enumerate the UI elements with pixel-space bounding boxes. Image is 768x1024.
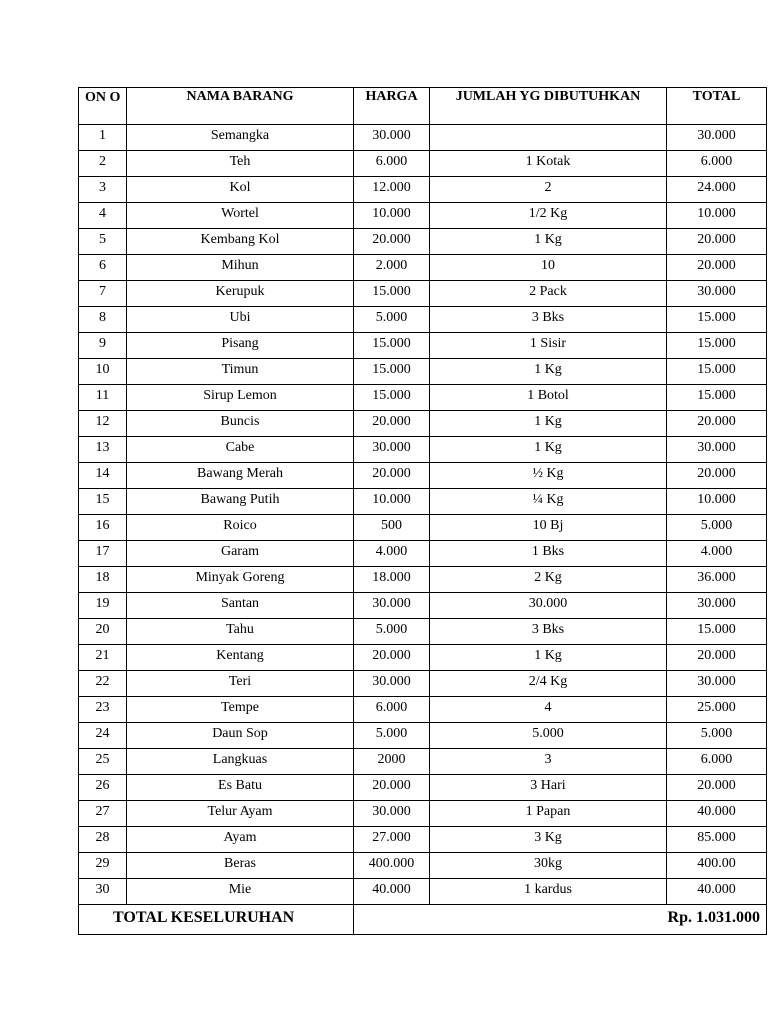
row-nama-barang: Mie xyxy=(127,879,354,905)
row-no: 11 xyxy=(79,385,127,411)
row-harga: 20.000 xyxy=(354,645,430,671)
row-harga: 30.000 xyxy=(354,125,430,151)
row-total: 10.000 xyxy=(667,203,767,229)
grand-total-value: Rp. 1.031.000 xyxy=(354,905,767,935)
row-nama-barang: Kerupuk xyxy=(127,281,354,307)
row-total: 85.000 xyxy=(667,827,767,853)
table-row xyxy=(79,359,767,385)
table-row xyxy=(79,281,767,307)
row-total: 36.000 xyxy=(667,567,767,593)
table-row xyxy=(79,541,767,567)
row-no: 3 xyxy=(79,177,127,203)
row-harga: 5.000 xyxy=(354,307,430,333)
table-row xyxy=(79,151,767,177)
row-harga: 15.000 xyxy=(354,359,430,385)
row-nama-barang: Pisang xyxy=(127,333,354,359)
row-jumlah xyxy=(430,125,667,151)
table-row xyxy=(79,515,767,541)
row-total: 25.000 xyxy=(667,697,767,723)
row-no: 20 xyxy=(79,619,127,645)
row-harga: 30.000 xyxy=(354,801,430,827)
row-harga: 2.000 xyxy=(354,255,430,281)
shopping-list-table xyxy=(78,87,767,935)
row-total: 4.000 xyxy=(667,541,767,567)
table-row xyxy=(79,801,767,827)
row-nama-barang: Daun Sop xyxy=(127,723,354,749)
table-row xyxy=(79,437,767,463)
row-total: 6.000 xyxy=(667,151,767,177)
row-total: 20.000 xyxy=(667,255,767,281)
row-total: 20.000 xyxy=(667,645,767,671)
row-harga: 15.000 xyxy=(354,385,430,411)
row-jumlah: 5.000 xyxy=(430,723,667,749)
table-row xyxy=(79,567,767,593)
row-total: 30.000 xyxy=(667,593,767,619)
row-jumlah: 3 xyxy=(430,749,667,775)
row-no: 18 xyxy=(79,567,127,593)
row-jumlah: 1 Papan xyxy=(430,801,667,827)
row-no: 28 xyxy=(79,827,127,853)
row-jumlah: 1 kardus xyxy=(430,879,667,905)
row-no: 4 xyxy=(79,203,127,229)
row-harga: 10.000 xyxy=(354,489,430,515)
row-nama-barang: Kembang Kol xyxy=(127,229,354,255)
row-jumlah: 30kg xyxy=(430,853,667,879)
row-nama-barang: Telur Ayam xyxy=(127,801,354,827)
row-nama-barang: Wortel xyxy=(127,203,354,229)
row-total: 30.000 xyxy=(667,437,767,463)
row-harga: 6.000 xyxy=(354,697,430,723)
row-jumlah: 2 xyxy=(430,177,667,203)
row-nama-barang: Mihun xyxy=(127,255,354,281)
row-total: 40.000 xyxy=(667,879,767,905)
row-harga: 30.000 xyxy=(354,671,430,697)
row-harga: 30.000 xyxy=(354,593,430,619)
row-jumlah: 3 Bks xyxy=(430,619,667,645)
row-nama-barang: Garam xyxy=(127,541,354,567)
row-total: 24.000 xyxy=(667,177,767,203)
row-nama-barang: Ayam xyxy=(127,827,354,853)
row-total: 30.000 xyxy=(667,281,767,307)
table-row xyxy=(79,645,767,671)
row-jumlah: 1/2 Kg xyxy=(430,203,667,229)
row-jumlah: 2 Pack xyxy=(430,281,667,307)
row-jumlah: 4 xyxy=(430,697,667,723)
row-nama-barang: Beras xyxy=(127,853,354,879)
row-no: 12 xyxy=(79,411,127,437)
row-harga: 20.000 xyxy=(354,411,430,437)
table-row xyxy=(79,333,767,359)
row-no: 30 xyxy=(79,879,127,905)
row-jumlah: 30.000 xyxy=(430,593,667,619)
row-jumlah: 1 Botol xyxy=(430,385,667,411)
row-total: 20.000 xyxy=(667,229,767,255)
row-no: 15 xyxy=(79,489,127,515)
row-no: 29 xyxy=(79,853,127,879)
row-no: 9 xyxy=(79,333,127,359)
row-total: 5.000 xyxy=(667,723,767,749)
row-harga: 10.000 xyxy=(354,203,430,229)
row-jumlah: 10 Bj xyxy=(430,515,667,541)
table-row xyxy=(79,203,767,229)
row-nama-barang: Kol xyxy=(127,177,354,203)
row-harga: 20.000 xyxy=(354,229,430,255)
row-harga: 4.000 xyxy=(354,541,430,567)
row-harga: 27.000 xyxy=(354,827,430,853)
grand-total-row xyxy=(79,905,767,935)
row-total: 15.000 xyxy=(667,333,767,359)
table-header-row xyxy=(79,88,767,125)
header-jumlah: JUMLAH YG DIBUTUHKAN xyxy=(430,88,667,125)
table-body xyxy=(79,125,767,905)
row-no: 2 xyxy=(79,151,127,177)
row-nama-barang: Ubi xyxy=(127,307,354,333)
row-no: 17 xyxy=(79,541,127,567)
row-total: 20.000 xyxy=(667,775,767,801)
row-jumlah: 10 xyxy=(430,255,667,281)
table-row xyxy=(79,177,767,203)
row-jumlah: 3 Bks xyxy=(430,307,667,333)
row-harga: 15.000 xyxy=(354,333,430,359)
row-nama-barang: Bawang Putih xyxy=(127,489,354,515)
table-row xyxy=(79,463,767,489)
row-total: 20.000 xyxy=(667,463,767,489)
row-no: 26 xyxy=(79,775,127,801)
table-row xyxy=(79,879,767,905)
row-no: 23 xyxy=(79,697,127,723)
table-row xyxy=(79,775,767,801)
row-no: 25 xyxy=(79,749,127,775)
row-nama-barang: Sirup Lemon xyxy=(127,385,354,411)
row-jumlah: 2/4 Kg xyxy=(430,671,667,697)
row-no: 8 xyxy=(79,307,127,333)
table-row xyxy=(79,697,767,723)
table-row xyxy=(79,125,767,151)
table-row xyxy=(79,489,767,515)
row-nama-barang: Timun xyxy=(127,359,354,385)
row-harga: 12.000 xyxy=(354,177,430,203)
row-no: 13 xyxy=(79,437,127,463)
row-nama-barang: Minyak Goreng xyxy=(127,567,354,593)
row-jumlah: 1 Kotak xyxy=(430,151,667,177)
row-nama-barang: Teri xyxy=(127,671,354,697)
row-harga: 18.000 xyxy=(354,567,430,593)
row-no: 22 xyxy=(79,671,127,697)
row-harga: 5.000 xyxy=(354,619,430,645)
row-no: 24 xyxy=(79,723,127,749)
table-row xyxy=(79,255,767,281)
row-total: 30.000 xyxy=(667,125,767,151)
row-total: 20.000 xyxy=(667,411,767,437)
row-jumlah: 3 Hari xyxy=(430,775,667,801)
row-no: 27 xyxy=(79,801,127,827)
row-harga: 20.000 xyxy=(354,775,430,801)
row-harga: 20.000 xyxy=(354,463,430,489)
row-nama-barang: Teh xyxy=(127,151,354,177)
row-total: 10.000 xyxy=(667,489,767,515)
row-jumlah: 1 Bks xyxy=(430,541,667,567)
header-harga: HARGA xyxy=(354,88,430,125)
row-harga: 6.000 xyxy=(354,151,430,177)
row-no: 1 xyxy=(79,125,127,151)
row-no: 7 xyxy=(79,281,127,307)
table-row xyxy=(79,619,767,645)
row-total: 15.000 xyxy=(667,385,767,411)
row-nama-barang: Kentang xyxy=(127,645,354,671)
row-total: 15.000 xyxy=(667,307,767,333)
row-total: 6.000 xyxy=(667,749,767,775)
row-jumlah: 1 Kg xyxy=(430,645,667,671)
row-total: 40.000 xyxy=(667,801,767,827)
row-no: 14 xyxy=(79,463,127,489)
row-nama-barang: Tahu xyxy=(127,619,354,645)
row-nama-barang: Tempe xyxy=(127,697,354,723)
row-nama-barang: Santan xyxy=(127,593,354,619)
row-nama-barang: Semangka xyxy=(127,125,354,151)
grand-total-label: TOTAL KESELURUHAN xyxy=(79,905,354,935)
table-row xyxy=(79,593,767,619)
row-jumlah: 1 Kg xyxy=(430,359,667,385)
table-row xyxy=(79,411,767,437)
table-row xyxy=(79,723,767,749)
row-no: 6 xyxy=(79,255,127,281)
table-row xyxy=(79,229,767,255)
table-row xyxy=(79,749,767,775)
header-no: ON O xyxy=(79,88,127,125)
row-total: 15.000 xyxy=(667,619,767,645)
row-harga: 400.000 xyxy=(354,853,430,879)
row-nama-barang: Bawang Merah xyxy=(127,463,354,489)
row-jumlah: 1 Sisir xyxy=(430,333,667,359)
row-jumlah: ½ Kg xyxy=(430,463,667,489)
table-row xyxy=(79,827,767,853)
row-total: 30.000 xyxy=(667,671,767,697)
row-no: 19 xyxy=(79,593,127,619)
row-total: 5.000 xyxy=(667,515,767,541)
row-harga: 500 xyxy=(354,515,430,541)
row-harga: 30.000 xyxy=(354,437,430,463)
row-total: 400.00 xyxy=(667,853,767,879)
row-no: 10 xyxy=(79,359,127,385)
row-harga: 5.000 xyxy=(354,723,430,749)
header-total: TOTAL xyxy=(667,88,767,125)
row-nama-barang: Es Batu xyxy=(127,775,354,801)
row-nama-barang: Langkuas xyxy=(127,749,354,775)
row-harga: 15.000 xyxy=(354,281,430,307)
row-jumlah: 1 Kg xyxy=(430,437,667,463)
header-nama-barang: NAMA BARANG xyxy=(127,88,354,125)
table-row xyxy=(79,385,767,411)
row-no: 5 xyxy=(79,229,127,255)
row-harga: 2000 xyxy=(354,749,430,775)
row-no: 16 xyxy=(79,515,127,541)
row-total: 15.000 xyxy=(667,359,767,385)
row-nama-barang: Buncis xyxy=(127,411,354,437)
row-nama-barang: Cabe xyxy=(127,437,354,463)
row-jumlah: 1 Kg xyxy=(430,229,667,255)
table-row xyxy=(79,853,767,879)
row-harga: 40.000 xyxy=(354,879,430,905)
row-jumlah: ¼ Kg xyxy=(430,489,667,515)
table-row xyxy=(79,671,767,697)
row-jumlah: 3 Kg xyxy=(430,827,667,853)
row-jumlah: 1 Kg xyxy=(430,411,667,437)
row-nama-barang: Roico xyxy=(127,515,354,541)
row-jumlah: 2 Kg xyxy=(430,567,667,593)
row-no: 21 xyxy=(79,645,127,671)
table-row xyxy=(79,307,767,333)
